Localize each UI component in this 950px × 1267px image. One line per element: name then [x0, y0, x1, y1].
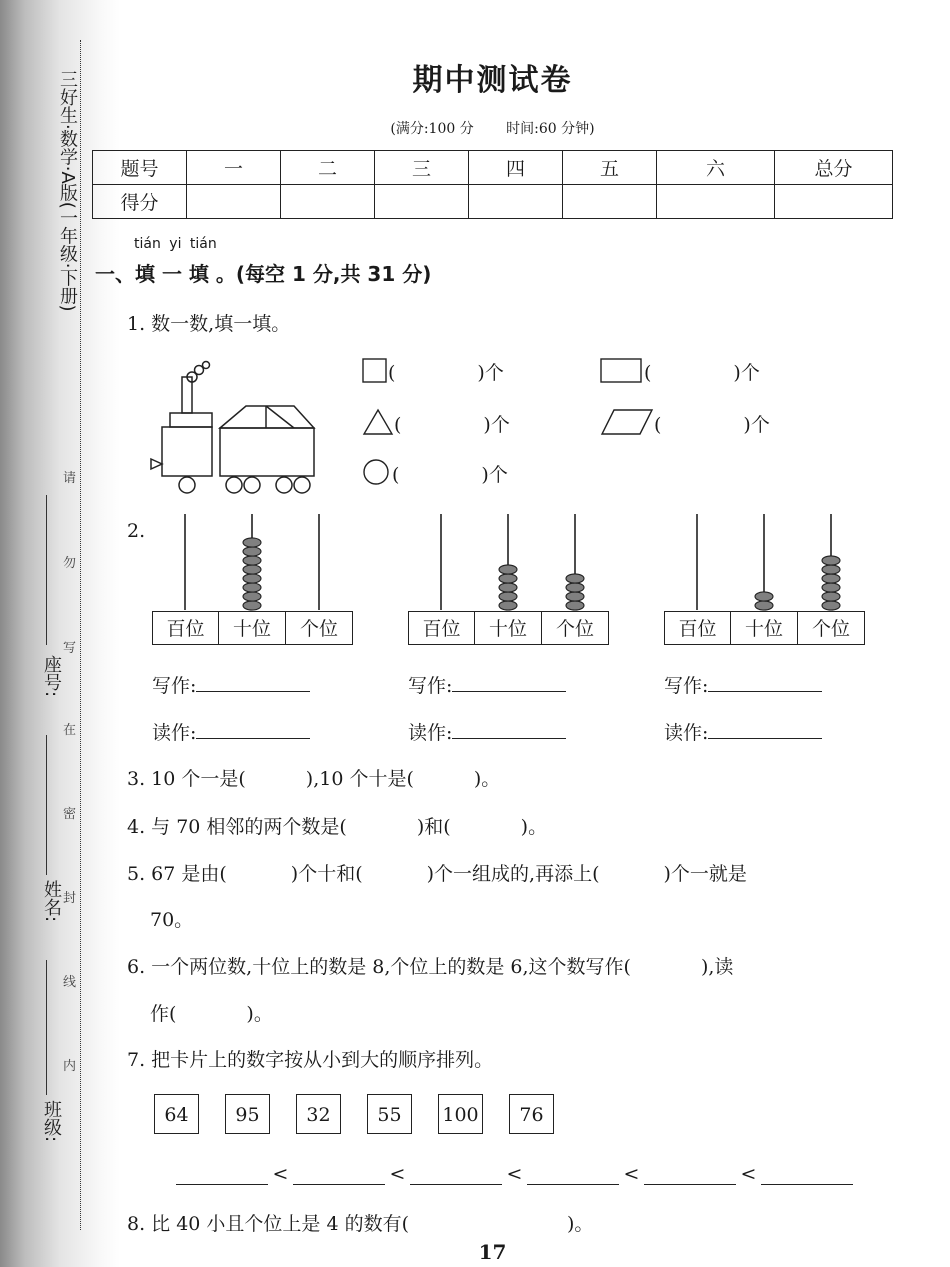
question-7: 7. 把卡片上的数字按从小到大的顺序排列。	[127, 1049, 494, 1071]
seat-line	[46, 495, 47, 645]
abacus-bead	[822, 592, 840, 601]
abacus	[152, 512, 357, 612]
abacus-bead	[822, 574, 840, 583]
row-label: 得分	[93, 185, 187, 219]
place-label-tens: 十位	[218, 611, 286, 645]
seat-label: 座号:	[41, 655, 62, 698]
section-heading: 一、填 一 填 。(每空 1 分,共 31 分)	[95, 262, 432, 286]
question-8: 8. 比 40 小且个位上是 4 的数有( )。	[127, 1213, 594, 1235]
name-label: 姓名:	[41, 880, 62, 923]
place-label-hundreds: 百位	[664, 611, 731, 645]
class-line	[46, 960, 47, 1095]
question-2-number: 2.	[127, 520, 146, 542]
write-field-3: 写作:	[664, 671, 822, 698]
score-cell[interactable]	[375, 185, 469, 219]
place-label-hundreds: 百位	[152, 611, 219, 645]
number-card: 100	[438, 1094, 483, 1134]
score-table-row	[93, 185, 893, 219]
abacus-bead	[243, 592, 261, 601]
question-5: 5. 67 是由( )个十和( )个一组成的,再添上( )个一就是	[127, 863, 747, 885]
book-title-vertical: 三好生·数学·A版(一年级·下册)	[57, 70, 78, 312]
score-cell[interactable]	[187, 185, 281, 219]
score-cell[interactable]	[563, 185, 657, 219]
score-table	[92, 150, 893, 219]
seal-char: 线	[63, 975, 77, 990]
question-5-line2: 70。	[150, 909, 194, 931]
answer-blank[interactable]	[708, 718, 822, 739]
abacus-bead	[566, 583, 584, 592]
place-label-ones: 个位	[285, 611, 353, 645]
abacus-bead	[243, 601, 261, 610]
answer-blank[interactable]	[196, 671, 310, 692]
order-answer-row: < < < < <	[176, 1158, 853, 1185]
header-cell: 六	[657, 151, 775, 185]
abacus-bead	[243, 583, 261, 592]
abacus	[664, 512, 869, 612]
page-number: 17	[478, 1240, 507, 1264]
answer-blank[interactable]	[527, 1158, 619, 1185]
read-field-3: 读作:	[664, 718, 822, 745]
shape-count-parallelogram: ( )个	[600, 408, 770, 437]
number-card: 55	[367, 1094, 412, 1134]
page-title: 期中测试卷	[412, 63, 573, 98]
abacus-bead	[566, 601, 584, 610]
seal-char: 在	[63, 723, 77, 738]
class-label: 班级:	[41, 1100, 62, 1143]
write-field-1: 写作:	[152, 671, 310, 698]
abacus-bead	[243, 574, 261, 583]
abacus-bead	[822, 556, 840, 565]
shape-count-square: ( )个	[362, 358, 504, 385]
question-4: 4. 与 70 相邻的两个数是( )和( )。	[127, 816, 548, 838]
answer-blank[interactable]	[196, 718, 310, 739]
circle-icon	[362, 458, 392, 486]
write-field-2: 写作:	[408, 671, 566, 698]
full-marks: (满分:100 分	[390, 121, 474, 137]
answer-blank[interactable]	[176, 1158, 268, 1185]
time-limit: 时间:60 分钟)	[506, 121, 595, 137]
seal-char: 内	[63, 1059, 77, 1074]
answer-blank[interactable]	[452, 718, 566, 739]
place-label-hundreds: 百位	[408, 611, 475, 645]
number-card: 32	[296, 1094, 341, 1134]
abacus-bead	[243, 556, 261, 565]
seal-char: 勿	[63, 556, 77, 571]
answer-blank[interactable]	[293, 1158, 385, 1185]
score-cell[interactable]	[469, 185, 563, 219]
question-6-line2: 作( )。	[150, 1003, 273, 1025]
number-card: 95	[225, 1094, 270, 1134]
answer-blank[interactable]	[410, 1158, 502, 1185]
seal-char: 请	[63, 471, 77, 486]
abacus-bead	[566, 592, 584, 601]
abacus-bead	[243, 565, 261, 574]
exam-info	[0, 118, 950, 138]
abacus-bead	[499, 601, 517, 610]
place-label-ones: 个位	[797, 611, 865, 645]
read-field-1: 读作:	[152, 718, 310, 745]
train-figure	[148, 350, 323, 498]
header-cell: 三	[375, 151, 469, 185]
rectangle-icon	[600, 358, 644, 384]
abacus-bead	[499, 565, 517, 574]
question-1: 1. 数一数,填一填。	[127, 313, 291, 335]
abacus-bead	[822, 601, 840, 610]
abacus-bead	[822, 565, 840, 574]
parallelogram-icon	[600, 408, 654, 436]
seal-char: 写	[63, 641, 77, 656]
abacus-bead	[243, 547, 261, 556]
question-6: 6. 一个两位数,十位上的数是 8,个位上的数是 6,这个数写作( ),读	[127, 956, 734, 978]
read-field-2: 读作:	[408, 718, 566, 745]
header-cell: 五	[563, 151, 657, 185]
abacus-bead	[499, 574, 517, 583]
header-cell: 题号	[93, 151, 187, 185]
header-cell: 四	[469, 151, 563, 185]
header-cell: 二	[281, 151, 375, 185]
seal-char: 密	[63, 807, 77, 822]
dotted-cut-line	[80, 40, 81, 1230]
abacus-bead	[755, 592, 773, 601]
shape-count-triangle: ( )个	[362, 408, 510, 437]
abacus-bead	[243, 538, 261, 547]
question-3: 3. 10 个一是( ),10 个十是( )。	[127, 768, 501, 790]
score-cell[interactable]	[281, 185, 375, 219]
shape-count-circle: ( )个	[362, 458, 508, 487]
name-line	[46, 735, 47, 875]
seal-char: 封	[63, 891, 77, 906]
answer-blank[interactable]	[644, 1158, 736, 1185]
answer-blank[interactable]	[708, 671, 822, 692]
abacus-bead	[755, 601, 773, 610]
abacus-bead	[499, 592, 517, 601]
score-table-header	[93, 151, 893, 185]
triangle-icon	[362, 408, 394, 436]
abacus	[408, 512, 613, 612]
place-label-ones: 个位	[541, 611, 609, 645]
place-label-tens: 十位	[730, 611, 798, 645]
header-cell: 一	[187, 151, 281, 185]
section-pinyin: tián yi tián	[134, 236, 217, 252]
answer-blank[interactable]	[452, 671, 566, 692]
square-icon	[362, 358, 388, 384]
abacus-bead	[566, 574, 584, 583]
shape-count-rectangle: ( )个	[600, 358, 760, 385]
abacus-bead	[822, 583, 840, 592]
answer-blank[interactable]	[761, 1158, 853, 1185]
number-card: 76	[509, 1094, 554, 1134]
score-cell[interactable]	[775, 185, 893, 219]
header-cell: 总分	[775, 151, 893, 185]
place-label-tens: 十位	[474, 611, 542, 645]
abacus-bead	[499, 583, 517, 592]
number-card: 64	[154, 1094, 199, 1134]
score-cell[interactable]	[657, 185, 775, 219]
